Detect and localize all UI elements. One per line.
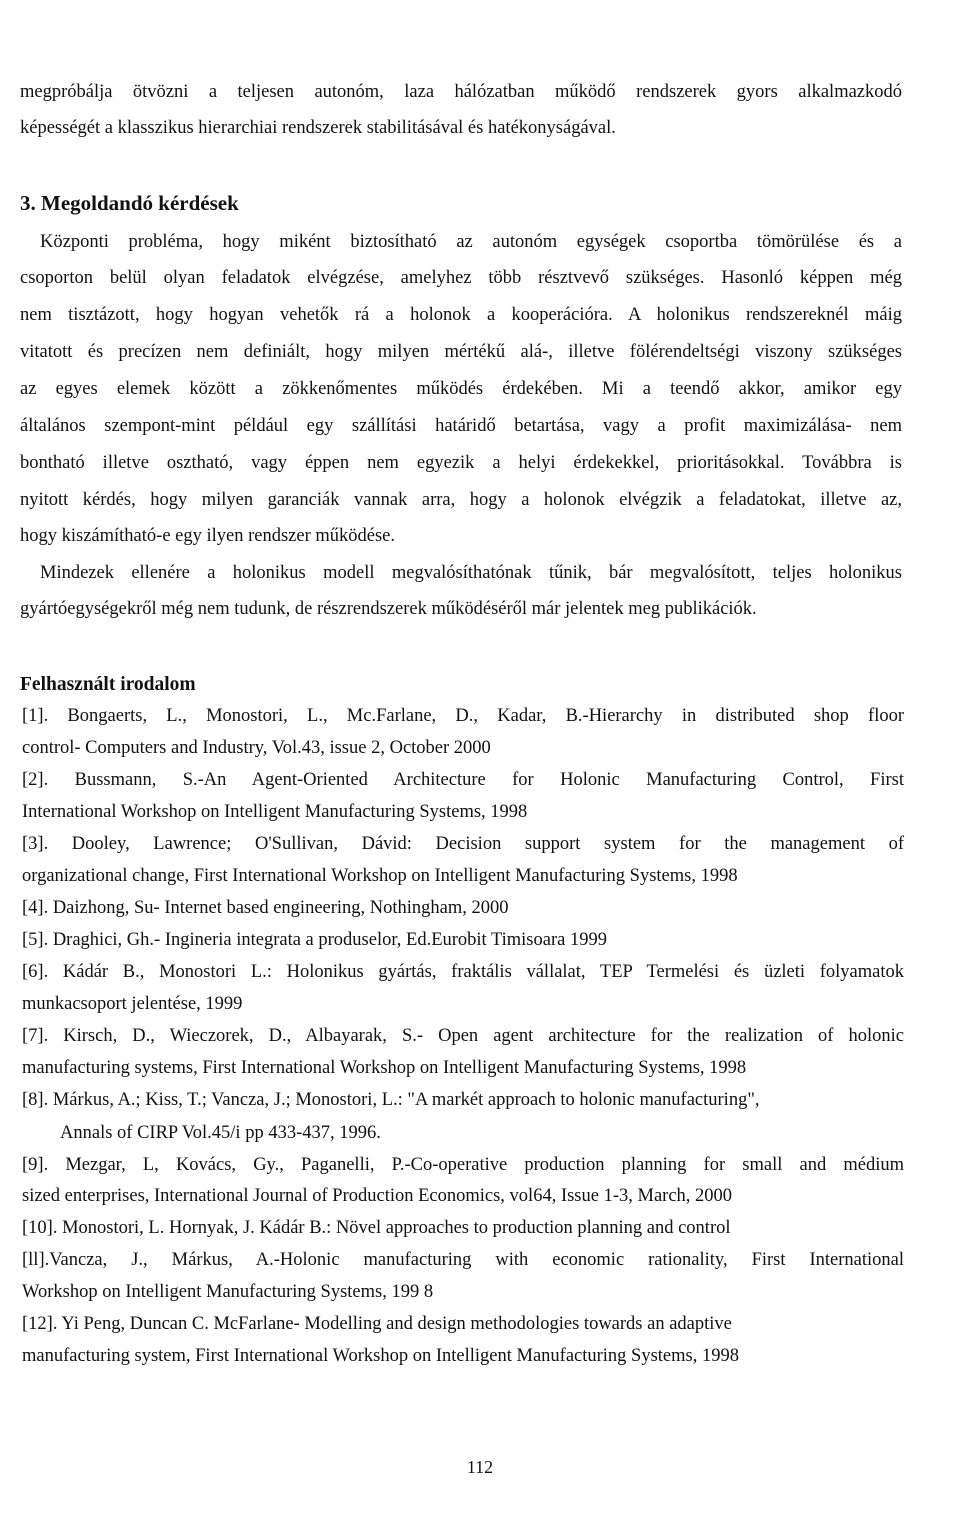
body-line: csoporton belül olyan feladatok elvégzése, amelyhez több résztvevő szükséges. Hasonló képpen még xyxy=(20,268,902,288)
body-line: nem tisztázott, hogy hogyan vehetők rá a holonok a kooperációra. A holonikus rendszereknél máig xyxy=(20,305,902,325)
reference-line: [9]. Mezgar, L, Kovács, Gy., Paganelli, P.-Co-operative production planning for small and médium xyxy=(22,1155,904,1175)
reference-line: [10]. Monostori, L. Hornyak, J. Kádár B.: Növel approaches to production planning and control xyxy=(22,1218,731,1238)
body-line: vitatott és precízen nem definiált, hogy milyen mértékű alá-, illetve fölérendeltségi viszony szükséges xyxy=(20,342,902,362)
body-line: Központi probléma, hogy miként biztosítható az autonóm egységek csoportba tömörülése és a xyxy=(40,232,902,252)
reference-line: [7]. Kirsch, D., Wieczorek, D., Albayarak, S.- Open agent architecture for the realization of holonic xyxy=(22,1026,904,1046)
body-line: hogy kiszámítható-e egy ilyen rendszer működése. xyxy=(20,526,396,546)
reference-line: [6]. Kádár B., Monostori L.: Holonikus gyártás, fraktális vállalat, TEP Termelési és üzleti folyamatok xyxy=(22,962,904,982)
reference-line: sized enterprises, International Journal of Production Economics, vol64, Issue 1-3, March, 2000 xyxy=(22,1186,733,1206)
reference-line: control- Computers and Industry, Vol.43, issue 2, October 2000 xyxy=(22,738,491,758)
reference-line: [2]. Bussmann, S.-An Agent-Oriented Architecture for Holonic Manufacturing Control, First xyxy=(22,770,904,790)
intro-line: képességét a klasszikus hierarchiai rendszerek stabilitásával és hatékonyságával. xyxy=(20,118,616,138)
body-line: nyitott kérdés, hogy milyen garanciák vannak arra, hogy a holonok elvégzik a feladatokat, illetve az, xyxy=(20,490,902,510)
reference-line: [ll].Vancza, J., Márkus, A.-Holonic manufacturing with economic rationality, First International xyxy=(22,1250,904,1270)
reference-line: [5]. Draghici, Gh.- Ingineria integrata a produselor, Ed.Eurobit Timisoara 1999 xyxy=(22,930,607,950)
body-line: általános szempont-mint például egy szállítási határidő betartása, vagy a profit maximizálása- nem xyxy=(20,416,902,436)
reference-line: [1]. Bongaerts, L., Monostori, L., Mc.Farlane, D., Kadar, B.-Hierarchy in distributed shop floor xyxy=(22,706,904,726)
references-heading: Felhasznált irodalom xyxy=(20,674,196,695)
reference-line: munkacsoport jelentése, 1999 xyxy=(22,994,243,1014)
reference-line: [3]. Dooley, Lawrence; O'Sullivan, Dávid: Decision support system for the management of xyxy=(22,834,904,854)
body-line: bontható illetve osztható, vagy éppen nem egyezik a helyi érdekekkel, prioritásokkal. Továbbra is xyxy=(20,453,902,473)
reference-line: [8]. Márkus, A.; Kiss, T.; Vancza, J.; Monostori, L.: "A markét approach to holonic manufacturing", xyxy=(22,1090,760,1110)
page-number: 112 xyxy=(466,1457,494,1477)
reference-line: International Workshop on Intelligent Manufacturing Systems, 1998 xyxy=(22,802,528,822)
reference-line: manufacturing system, First International Workshop on Intelligent Manufacturing Systems, 1998 xyxy=(22,1346,739,1366)
reference-line: [12]. Yi Peng, Duncan C. McFarlane- Modelling and design methodologies towards an adaptive xyxy=(22,1314,732,1334)
reference-line: Workshop on Intelligent Manufacturing Systems, 199 8 xyxy=(22,1282,434,1302)
body-line: az egyes elemek között a zökkenőmentes működés érdekében. Mi a teendő akkor, amikor egy xyxy=(20,379,902,399)
reference-line: [4]. Daizhong, Su- Internet based engineering, Nothingham, 2000 xyxy=(22,898,509,918)
section-heading: 3. Megoldandó kérdések xyxy=(20,191,239,215)
reference-line: manufacturing systems, First International Workshop on Intelligent Manufacturing Systems, 1998 xyxy=(22,1058,747,1078)
body-line: gyártóegységekről még nem tudunk, de részrendszerek működéséről már jelentek meg publikációk. xyxy=(20,599,757,619)
reference-line: organizational change, First International Workshop on Intelligent Manufacturing Systems, 1998 xyxy=(22,866,738,886)
reference-line: Annals of CIRP Vol.45/i pp 433-437, 1996. xyxy=(60,1123,381,1143)
intro-line: megpróbálja ötvözni a teljesen autonóm, laza hálózatban működő rendszerek gyors alkalmazkodó xyxy=(20,82,902,102)
body-line: Mindezek ellenére a holonikus modell megvalósíthatónak tűnik, bár megvalósított, teljes holonikus xyxy=(40,563,902,583)
